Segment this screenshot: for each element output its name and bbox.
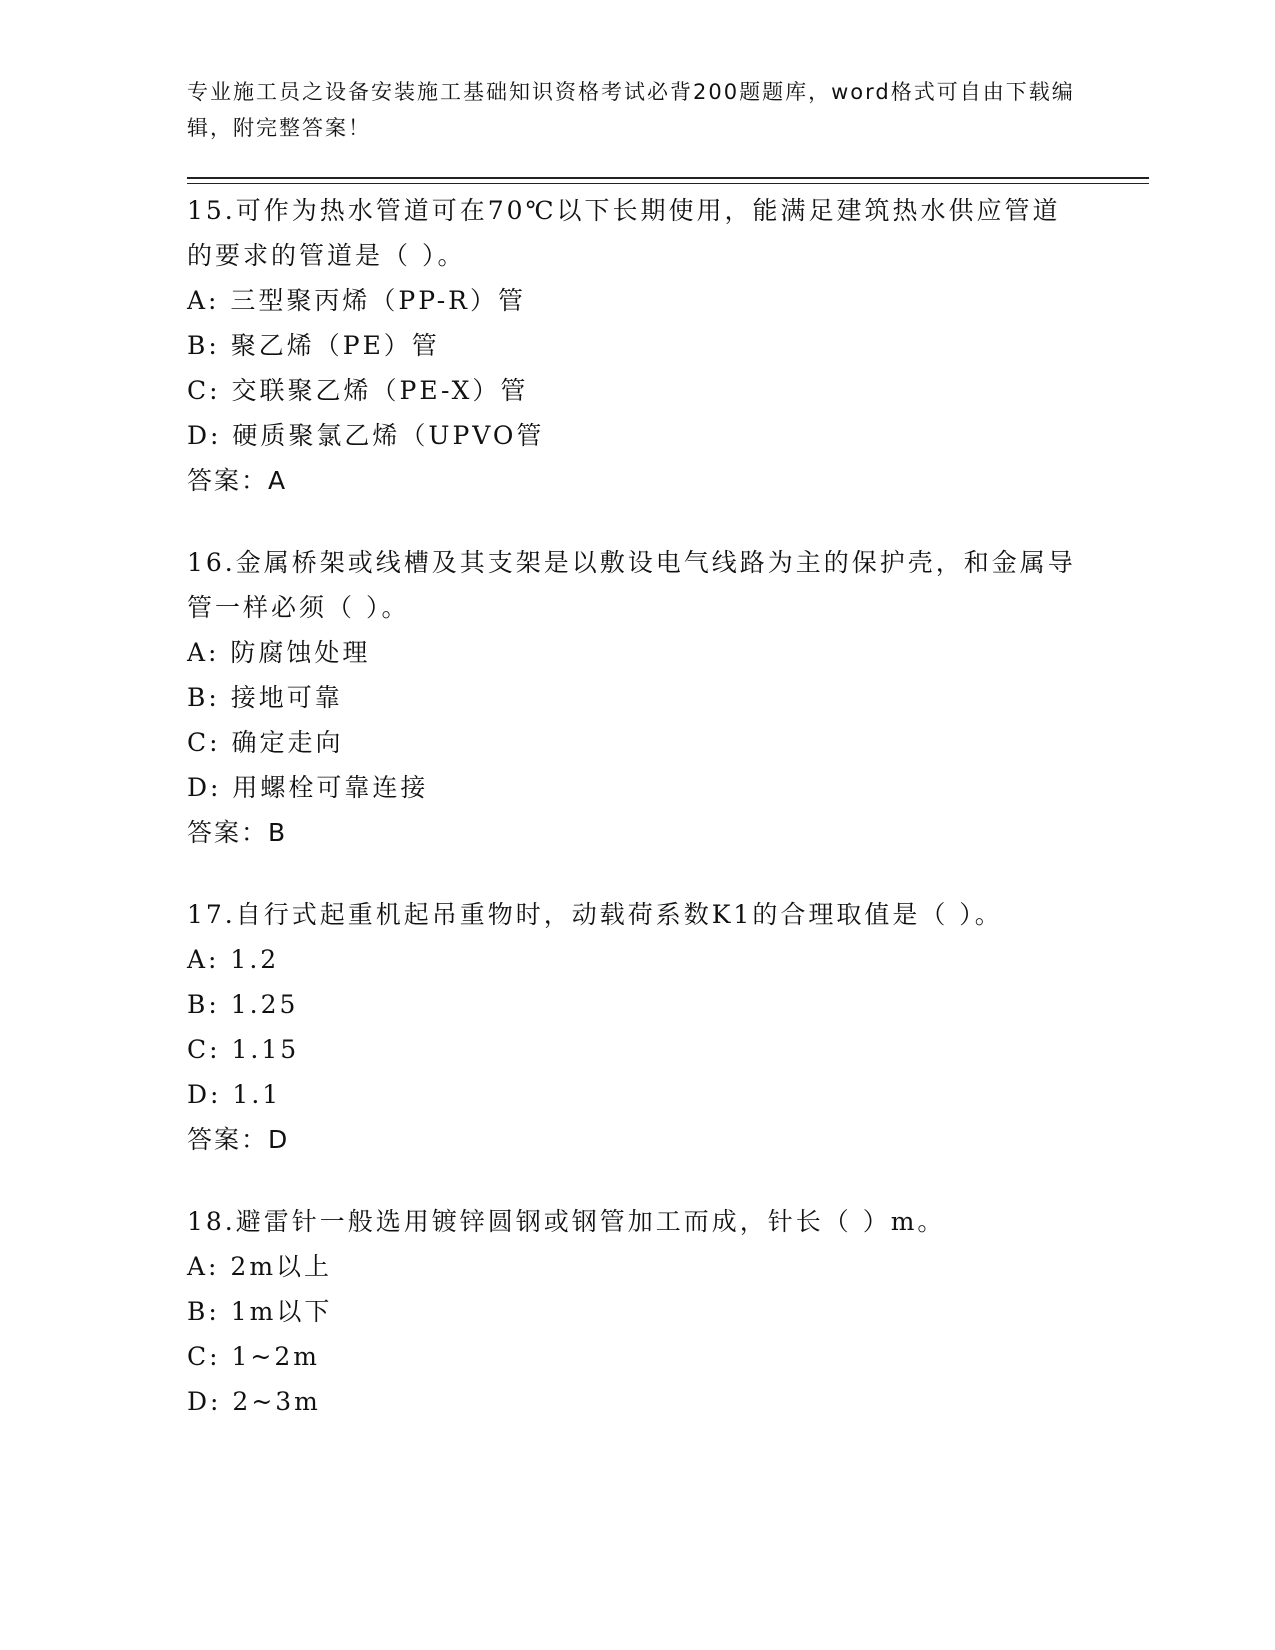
option-d: D: 用螺栓可靠连接 [187,773,429,802]
option-a: A: 防腐蚀处理 [187,638,371,667]
option-d: D: 硬质聚氯乙烯（UPVO管 [187,421,545,450]
header-divider-top [187,177,1149,179]
option-c: C: 确定走向 [187,728,344,757]
option-d: D: 1.1 [187,1080,282,1109]
option-a: A: 三型聚丙烯（PP-R）管 [187,286,526,315]
option-a: A: 2m以上 [187,1252,333,1281]
header-divider-bottom [187,183,1149,184]
question-17 [187,892,1087,1162]
question-list [187,188,1087,1461]
option-b: B: 1.25 [187,990,299,1019]
question-stem: 15.可作为热水管道可在70℃以下长期使用，能满足建筑热水供应管道的要求的管道是（ ）。 [187,196,1061,270]
option-b: B: 1m以下 [187,1297,333,1326]
document-header: 专业施工员之设备安装施工基础知识资格考试必背200题题库，word格式可自由下载编辑，附完整答案！ [187,80,1075,140]
question-stem: 16.金属桥架或线槽及其支架是以敷设电气线路为主的保护壳，和金属导管一样必须（ ）。 [187,548,1076,622]
option-c: C: 交联聚乙烯（PE-X）管 [187,376,529,405]
question-stem: 17.自行式起重机起吊重物时，动载荷系数K1的合理取值是（ ）。 [187,900,1003,929]
option-b: B: 接地可靠 [187,683,343,712]
question-stem: 18.避雷针一般选用镀锌圆钢或钢管加工而成，针长（ ）m。 [187,1207,946,1236]
option-b: B: 聚乙烯（PE）管 [187,331,440,360]
answer: 答案：D [187,1125,290,1154]
option-a: A: 1.2 [187,945,280,974]
option-c: C: 1~2m [187,1342,320,1371]
answer: 答案：B [187,818,288,847]
option-d: D: 2~3m [187,1387,321,1416]
question-15 [187,188,1087,503]
question-18 [187,1199,1087,1424]
answer: 答案：A [187,466,288,495]
option-c: C: 1.15 [187,1035,300,1064]
question-16 [187,540,1087,855]
